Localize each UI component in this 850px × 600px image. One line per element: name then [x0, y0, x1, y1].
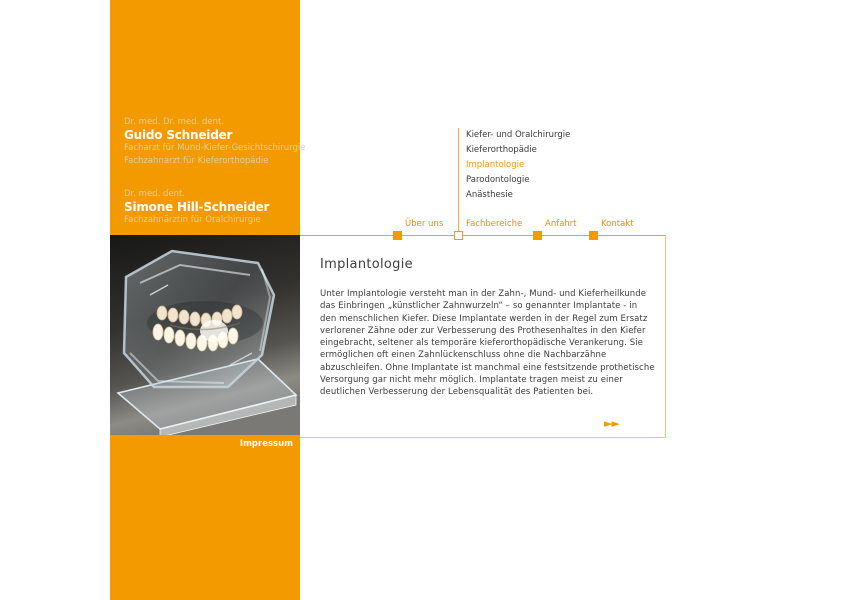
- submenu-item-anaesthesie[interactable]: Anästhesie: [466, 190, 513, 200]
- submenu-item-implantologie[interactable]: Implantologie: [466, 160, 525, 170]
- nav-label: Kontakt: [601, 219, 634, 229]
- doctor-specialty: Fachzahnärztin für Oralchirurgie: [124, 215, 261, 225]
- submenu-item-kieferorthopaedie[interactable]: Kieferorthopädie: [466, 145, 537, 155]
- nav-marker-square-icon: [393, 231, 402, 240]
- doctor-specialty: Fachzahnarzt für Kieferorthopädie: [124, 155, 269, 166]
- nav-item-anfahrt[interactable]: [533, 219, 577, 241]
- practice-doctors: [124, 116, 306, 227]
- nav-label: Anfahrt: [545, 219, 577, 229]
- submenu-item-parodontologie[interactable]: Parodontologie: [466, 175, 530, 185]
- double-arrow-icon: ►►: [604, 417, 619, 430]
- nav-marker-square-open-icon: [454, 231, 463, 240]
- doctor-specialty: Facharzt für Mund-Kiefer-Gesichtschirurgie: [124, 143, 306, 153]
- nav-marker-square-icon: [589, 231, 598, 240]
- doctor-title: Dr. med. dent.: [124, 189, 186, 199]
- page-title: Implantologie: [320, 257, 413, 272]
- doctor-name: Guido Schneider: [124, 128, 233, 142]
- nav-marker-square-icon: [533, 231, 542, 240]
- nav-item-fachbereiche[interactable]: [454, 219, 522, 241]
- nav-label: Über uns: [405, 219, 444, 229]
- body-text: Unter Implantologie versteht man in der Zahn-, Mund- und Kieferheilkunde das Einbringen „künstlicher Zahnwurzeln“ – so genannter Implantate - in den menschlichen Kiefer. Diese Implantate werden in der Regel zum Ersatz verlorener Zähne oder zur Verbesserung des Prothesenhaltes in den Kiefer eingebracht, seltener als temporäre kieferorthopädische Verankerung. Sie ermöglichen oft einen Zahnlückenschluss ohne die Nachbarzähne abzuschleifen. Ohne Implantate ist manchmal eine festsitzende prothetische Versorgung gar nicht mehr möglich. Implantate tragen meist zu einer deutlichen Verbesserung der Lebensqualität des Patienten bei.: [320, 289, 655, 398]
- fachbereiche-submenu: [466, 128, 570, 203]
- doctor-name: Simone Hill-Schneider: [124, 200, 270, 214]
- dental-model-photo: [110, 235, 300, 435]
- doctor-title: Dr. med. Dr. med. dent.: [124, 117, 224, 127]
- nav-label: Fachbereiche: [466, 219, 523, 229]
- doctor-info: [124, 188, 296, 227]
- nav-item-kontakt[interactable]: [589, 219, 634, 241]
- nav-item-ueber-uns[interactable]: [393, 219, 443, 241]
- submenu-connector-line: [458, 128, 459, 231]
- doctor-info: [124, 116, 306, 167]
- submenu-item-kiefer-oralchirurgie[interactable]: Kiefer- und Oralchirurgie: [466, 130, 571, 140]
- next-page-button[interactable]: [604, 412, 619, 431]
- impressum-link[interactable]: Impressum: [239, 439, 293, 449]
